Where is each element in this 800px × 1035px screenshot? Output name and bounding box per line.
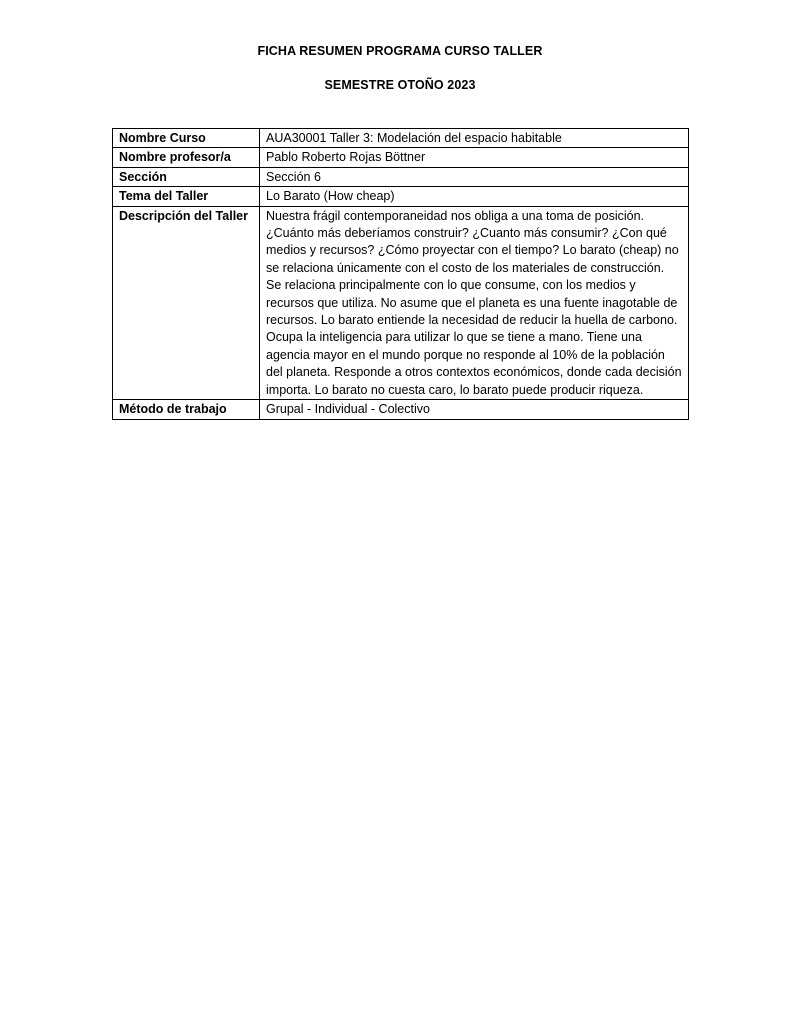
row-value: Sección 6 (260, 167, 689, 186)
table-row-description (113, 206, 689, 399)
row-label: Tema del Taller (113, 187, 260, 206)
table-row-section (113, 167, 689, 186)
row-value: Grupal - Individual - Colectivo (260, 400, 689, 419)
table-row-method (113, 400, 689, 419)
row-label: Método de trabajo (113, 400, 260, 419)
row-value: Lo Barato (How cheap) (260, 187, 689, 206)
table-row-course-name (113, 129, 689, 148)
course-summary-table (112, 128, 689, 420)
row-label: Sección (113, 167, 260, 186)
row-value: Nuestra frágil contemporaneidad nos obliga a una toma de posición. ¿Cuánto más deberíamos construir? ¿Cuanto más consumir? ¿Con qué medios y recursos? ¿Cómo proyectar con el tiempo? Lo barato (cheap) no se relaciona únicamente con el costo de los materiales de construcción. Se relaciona principalmente con lo que consume, con los medios y recursos que utiliza. No asume que el planeta es una fuente inagotable de recursos. Lo barato entiende la necesidad de reducir la huella de carbono. Ocupa la inteligencia para utilizar lo que se tiene a mano. Tiene una agencia mayor en el mundo porque no responde al 10% de la población del planeta. Responde a otros contextos económicos, donde cada decisión importa. Lo barato no cuesta caro, lo barato puede producir riqueza. (260, 206, 689, 399)
row-label: Descripción del Taller (113, 206, 260, 399)
document-title: FICHA RESUMEN PROGRAMA CURSO TALLER (257, 44, 543, 58)
row-label: Nombre profesor/a (113, 148, 260, 167)
row-value: AUA30001 Taller 3: Modelación del espacio habitable (260, 129, 689, 148)
document-subtitle: SEMESTRE OTOÑO 2023 (324, 78, 476, 92)
row-label: Nombre Curso (113, 129, 260, 148)
table-row-professor (113, 148, 689, 167)
row-value: Pablo Roberto Rojas Böttner (260, 148, 689, 167)
table-row-topic (113, 187, 689, 206)
